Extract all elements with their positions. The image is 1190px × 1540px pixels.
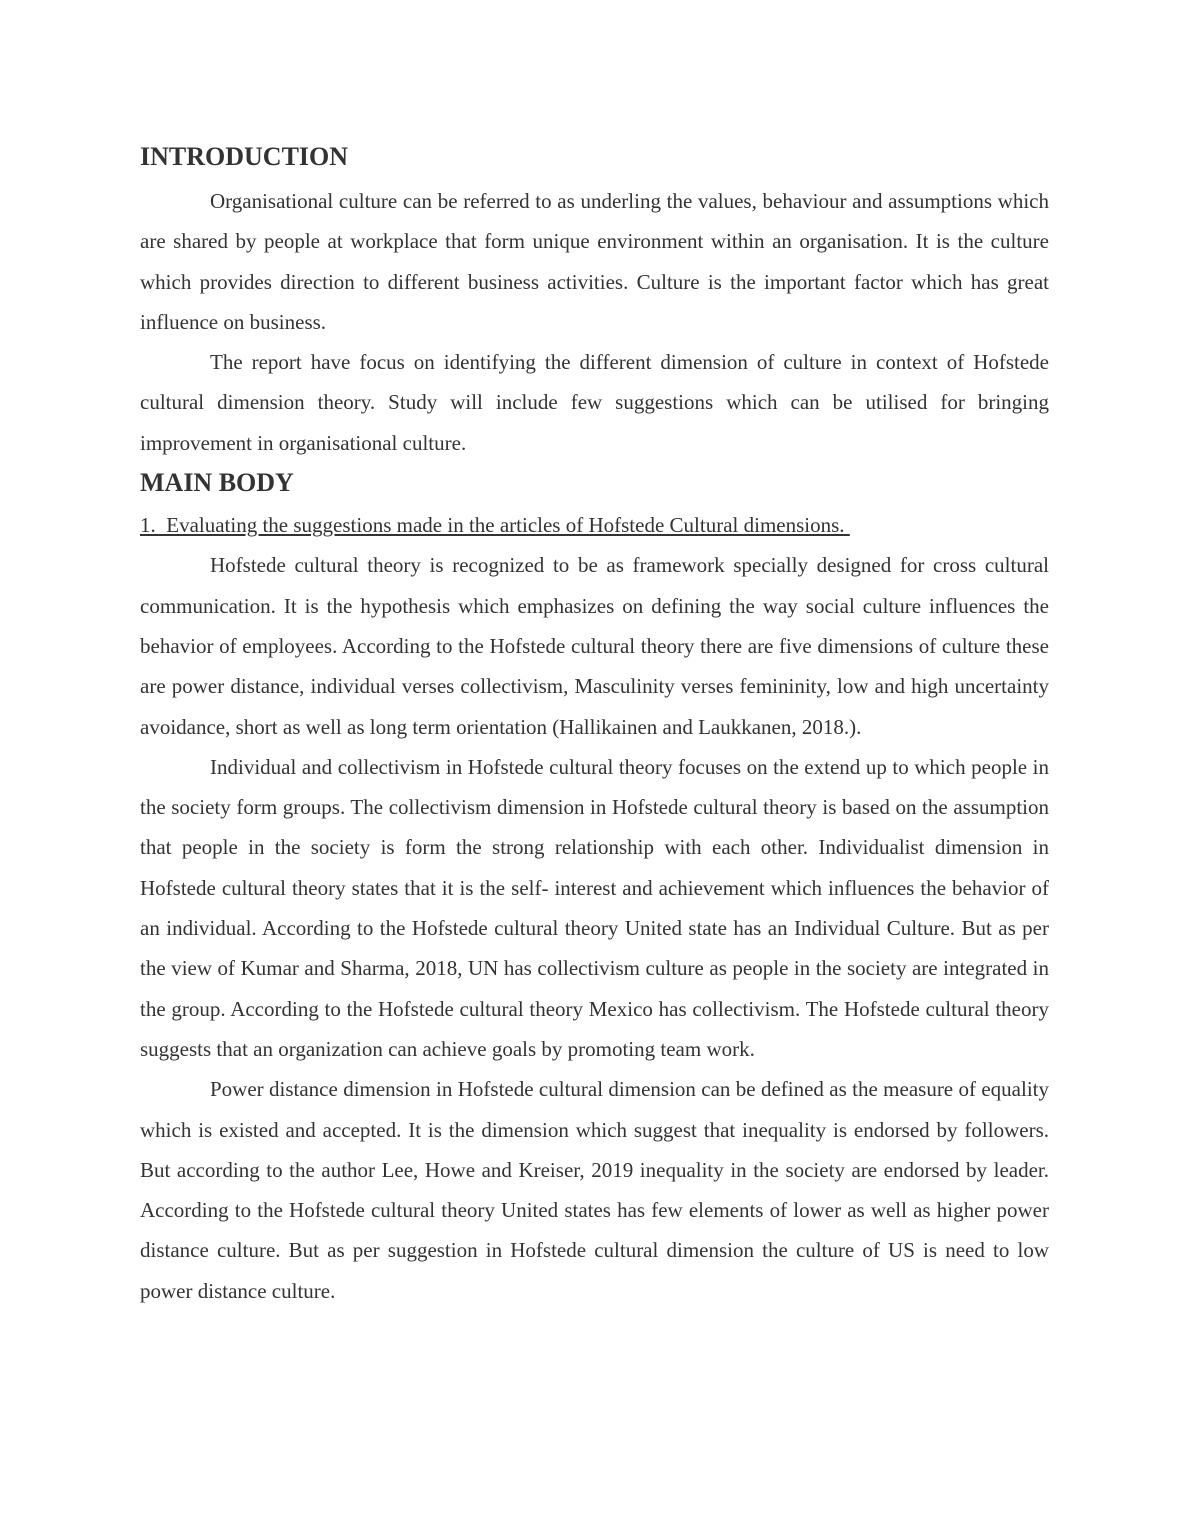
introduction-paragraph: The report have focus on identifying the different dimension of culture in context of Hofstede cultural dimension theory. Study will include few suggestions which can be utilised for bringing improvement in organisational culture. bbox=[140, 350, 1049, 455]
main-body-heading: MAIN BODY bbox=[140, 468, 294, 498]
body-paragraph: Individual and collectivism in Hofstede cultural theory focuses on the extend up to which people in the society form groups. The collectivism dimension in Hofstede cultural theory is based on the assumption that people in the society is form the strong relationship with each other. Individualist dimension in Hofstede cultural theory states that it is the self- interest and achievement which influences the behavior of an individual. According to the Hofstede cultural theory United state has an Individual Culture. But as per the view of Kumar and Sharma, 2018, UN has collectivism culture as people in the society are integrated in the group. According to the Hofstede cultural theory Mexico has collectivism. The Hofstede cultural theory suggests that an organization can achieve goals by promoting team work. bbox=[140, 754, 1049, 1061]
section-subheading: 1. Evaluating the suggestions made in the articles of Hofstede Cultural dimensions. bbox=[140, 513, 850, 538]
body-paragraph: Power distance dimension in Hofstede cultural dimension can be defined as the measure of equality which is existed and accepted. It is the dimension which suggest that inequality is endorsed by followers. But according to the author Lee, Howe and Kreiser, 2019 inequality in the society are endorsed by leader. According to the Hofstede cultural theory United states has few elements of lower as well as higher power distance culture. But as per suggestion in Hofstede cultural dimension the culture of US is need to low power distance culture. bbox=[140, 1077, 1049, 1303]
body-paragraph: Hofstede cultural theory is recognized to be as framework specially designed for cross cultural communication. It is the hypothesis which emphasizes on defining the way social culture influences the behavior of employees. According to the Hofstede cultural theory there are five dimensions of culture these are power distance, individual verses collectivism, Masculinity verses femininity, low and high uncertainty avoidance, short as well as long term orientation (Hallikainen and Laukkanen, 2018.). bbox=[140, 553, 1049, 739]
introduction-paragraph: Organisational culture can be referred to as underling the values, behaviour and assumptions which are shared by people at workplace that form unique environment within an organisation. It is the culture which provides direction to different business activities. Culture is the important factor which has great influence on business. bbox=[140, 189, 1049, 334]
introduction-heading: INTRODUCTION bbox=[140, 142, 349, 171]
document-page bbox=[140, 139, 1049, 1311]
